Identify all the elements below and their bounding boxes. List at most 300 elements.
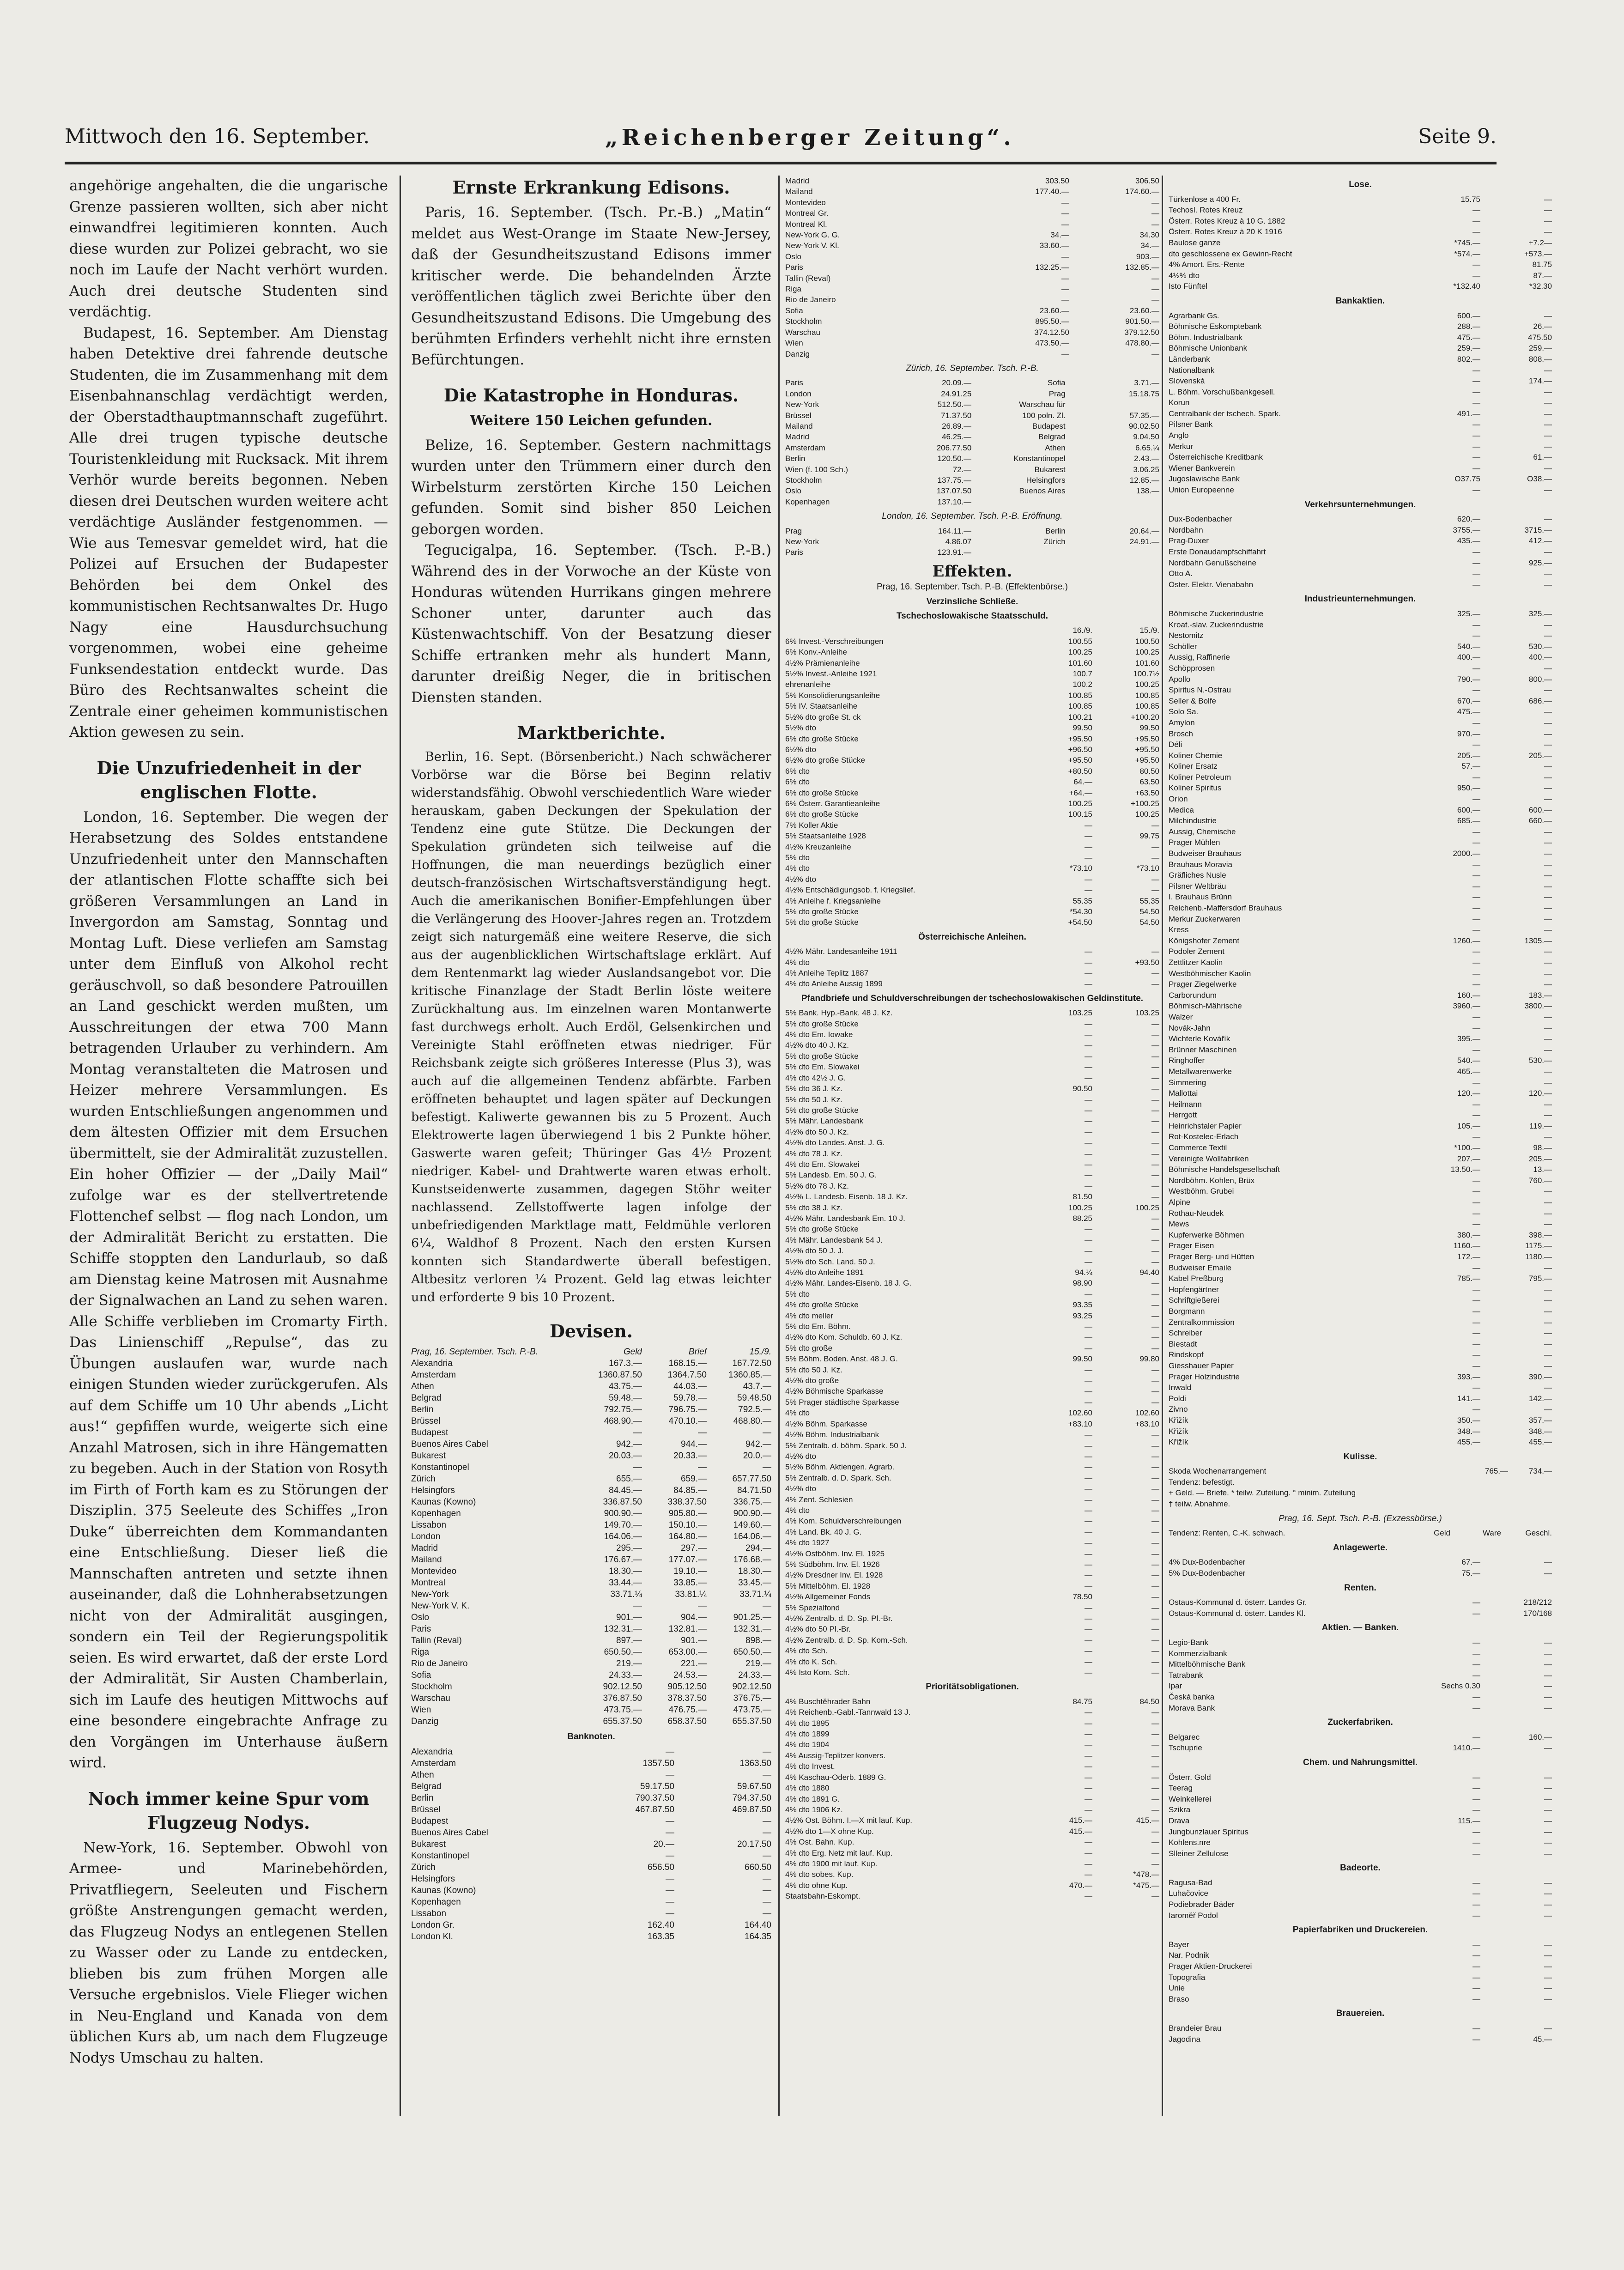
row-label: Novák-Jahn <box>1169 1023 1211 1032</box>
row-value: — <box>1151 1279 1159 1288</box>
row-value: Budapest <box>1032 421 1066 431</box>
row-label: Westböhm. Grubei <box>1169 1187 1234 1196</box>
row-value: — <box>1085 1441 1092 1450</box>
row-label: Nestomitz <box>1169 631 1204 640</box>
table-row <box>1169 365 1552 376</box>
row-value: 455.— <box>1457 1438 1480 1447</box>
row-value: — <box>1151 1300 1159 1310</box>
table-row <box>1169 1001 1552 1012</box>
row-value: — <box>1544 1940 1552 1949</box>
table-row <box>1169 1360 1552 1372</box>
table-row <box>1169 1262 1552 1274</box>
row-label: Budweiser Emaile <box>1169 1263 1232 1272</box>
table-row <box>785 679 1159 690</box>
table-row <box>1169 794 1552 805</box>
row-label: 4½% Kreuzanleihe <box>785 842 851 851</box>
row-value: 905.12.50 <box>667 1682 707 1692</box>
row-value: — <box>1085 1805 1092 1814</box>
table-row <box>411 1919 771 1931</box>
row-label: 6% Österr. Garantieanleihe <box>785 799 880 808</box>
table-caption: Zürich, 16. September. Tsch. P.-B. <box>906 363 1039 373</box>
row-value: 3960.— <box>1453 1001 1480 1011</box>
row-value: — <box>1151 820 1159 830</box>
row-value: 84.50 <box>1139 1697 1159 1706</box>
table-row <box>785 1451 1159 1462</box>
row-value: — <box>763 1747 771 1757</box>
row-value: — <box>1151 1751 1159 1760</box>
row-value: 183.— <box>1528 990 1552 1000</box>
row-value: 137.10.— <box>937 497 972 506</box>
row-value: 72.— <box>952 465 972 474</box>
row-value: — <box>1473 1638 1480 1647</box>
row-value: 9.04.50 <box>1133 432 1159 442</box>
row-value: 207.— <box>1457 1154 1480 1163</box>
row-label: Kaunas (Kowno) <box>411 1497 476 1507</box>
table-row <box>1169 1732 1552 1743</box>
table-row <box>1169 1175 1552 1186</box>
row-value: — <box>763 1816 771 1826</box>
row-label: Montreal <box>411 1578 445 1588</box>
row-label: Česká banka <box>1169 1692 1215 1701</box>
row-value: — <box>1544 827 1552 836</box>
row-label: Belgarec <box>1169 1732 1200 1742</box>
row-label: Böhmische Eskomptebank <box>1169 322 1262 331</box>
table-row <box>785 1794 1159 1804</box>
row-value: +573.— <box>1524 249 1552 258</box>
table-row <box>1169 859 1552 870</box>
row-value: 160.— <box>1528 1732 1552 1742</box>
row-value <box>1464 1487 1508 1499</box>
row-label: Metallwarenwerke <box>1169 1067 1232 1076</box>
row-value: — <box>1473 271 1480 280</box>
table-row <box>1169 608 1552 619</box>
row-label: Mews <box>1169 1220 1189 1229</box>
row-value: Bukarest <box>1034 465 1066 474</box>
table-row <box>785 1837 1159 1847</box>
table-row <box>785 946 1159 957</box>
row-label: Stockholm <box>411 1682 452 1692</box>
row-value: — <box>1085 1073 1092 1082</box>
table-row <box>785 968 1159 978</box>
row-label: Giesshauer Papier <box>1169 1361 1234 1370</box>
row-value: — <box>1473 958 1480 967</box>
row-value: — <box>1544 1703 1552 1712</box>
row-value: — <box>1544 914 1552 923</box>
row-value: — <box>1085 1668 1092 1677</box>
table-row <box>411 1908 771 1919</box>
table-row <box>1169 216 1552 227</box>
row-value: +100.20 <box>1131 712 1159 722</box>
row-value: O37.75 <box>1454 474 1480 484</box>
table-row <box>785 1537 1159 1548</box>
table-row <box>411 1658 771 1669</box>
row-value: — <box>1085 1635 1092 1645</box>
table-row <box>1169 1088 1552 1099</box>
row-label: 5% Staatsanleihe 1928 <box>785 832 866 841</box>
row-label: 4½% Mähr. Landesanleihe 1911 <box>785 947 897 956</box>
row-label: 6% dto große Stücke <box>785 810 859 819</box>
table-row <box>1169 2023 1552 2034</box>
table-section-title: Aktien. — Banken. <box>1321 1623 1399 1633</box>
table-row <box>1169 558 1552 569</box>
table-row <box>785 443 1159 453</box>
row-value: 176.68.— <box>733 1555 771 1565</box>
row-value: 1260.— <box>1453 936 1480 945</box>
row-value: 600.— <box>1457 805 1480 814</box>
row-value: — <box>1544 420 1552 429</box>
row-label: 4½% dto 50 J. J. <box>785 1246 844 1256</box>
row-value: 120.50.— <box>937 454 972 463</box>
row-value: — <box>1151 1441 1159 1450</box>
row-label: Kopenhagen <box>411 1897 461 1907</box>
table-row <box>785 1051 1159 1062</box>
row-value: 57.35.— <box>1129 411 1159 420</box>
row-value: — <box>1473 1911 1480 1920</box>
stock-table <box>1169 310 1552 496</box>
row-value: 99.80 <box>1139 1354 1159 1364</box>
row-value: *73.10 <box>1069 864 1092 873</box>
row-value: — <box>1473 1984 1480 1993</box>
row-value: 348.— <box>1528 1426 1552 1436</box>
row-label: Helsingfors <box>411 1486 455 1495</box>
row-value: 98.— <box>1533 1143 1552 1153</box>
row-label: Drava <box>1169 1816 1190 1825</box>
row-value: — <box>1544 620 1552 629</box>
row-value: — <box>1085 1138 1092 1147</box>
row-label: 4½% Zentralb. d. D. Sp. Pl.-Br. <box>785 1614 893 1623</box>
row-value: — <box>1544 1045 1552 1054</box>
row-value: — <box>1473 547 1480 556</box>
row-label: 5% IV. Staatsanleihe <box>785 702 858 711</box>
table-row <box>1169 270 1552 281</box>
row-value: 20.— <box>653 1839 674 1849</box>
table-row <box>1169 1317 1552 1328</box>
row-label: Paris <box>411 1624 431 1634</box>
row-value: — <box>763 1428 771 1438</box>
row-value: — <box>1473 740 1480 749</box>
row-label: Madrid <box>411 1543 438 1553</box>
table-row <box>1169 387 1552 398</box>
row-label: Königshofer Zement <box>1169 936 1240 945</box>
row-value: Berlin <box>1045 526 1066 535</box>
row-value: 142.— <box>1528 1394 1552 1403</box>
row-value <box>1066 399 1159 410</box>
table-row <box>1169 1597 1552 1608</box>
row-value: — <box>1544 663 1552 673</box>
row-value: — <box>1473 1132 1480 1141</box>
row-value: — <box>1544 486 1552 495</box>
row-label: Dux-Bodenbacher <box>1169 515 1232 524</box>
row-value: +80.50 <box>1068 766 1092 776</box>
row-value: — <box>698 1601 707 1611</box>
row-label: Nar. Podnik <box>1169 1951 1209 1960</box>
row-value: — <box>1085 1397 1092 1407</box>
table-section-title: Papierfabriken und Druckereien. <box>1292 1925 1428 1935</box>
row-label: 4% Aussig-Teplitzer konvers. <box>785 1751 886 1760</box>
row-value: 34.30 <box>1139 231 1159 240</box>
row-label: 4% dto sobes. Kup. <box>785 1870 854 1879</box>
row-value: — <box>1085 1538 1092 1548</box>
row-label: 5% Prager städtische Sparkasse <box>785 1397 899 1407</box>
row-value: — <box>1151 1181 1159 1190</box>
row-value: — <box>1151 1365 1159 1374</box>
row-label: Buenos Aires Cabel <box>411 1828 488 1838</box>
row-value: — <box>1151 886 1159 895</box>
row-value: — <box>1151 1127 1159 1136</box>
table-row <box>411 1781 771 1792</box>
table-row <box>1169 1295 1552 1306</box>
row-label: Ostaus-Kommunal d. österr. Landes Gr. <box>1169 1598 1307 1607</box>
row-value: 105.— <box>1457 1121 1480 1130</box>
row-label: Merkur Zuckerwaren <box>1169 914 1241 923</box>
row-value: — <box>1544 1023 1552 1032</box>
table-section-title: Renten. <box>1344 1583 1376 1593</box>
row-value: — <box>633 1463 642 1472</box>
row-label: Prag-Duxer <box>1169 536 1209 546</box>
row-label: L. Böhm. Vorschußbankgesell. <box>1169 387 1275 396</box>
row-value: 103.25 <box>1068 1008 1092 1018</box>
row-value: — <box>1151 1105 1159 1115</box>
row-label: New-York <box>785 400 819 409</box>
row-value: — <box>1473 827 1480 836</box>
row-value: 94.40 <box>1139 1268 1159 1277</box>
table-row <box>785 1473 1159 1483</box>
table-row <box>785 1880 1159 1891</box>
row-value: 465.— <box>1457 1067 1480 1076</box>
table-row <box>785 690 1159 701</box>
row-value: — <box>1544 1911 1552 1920</box>
row-label: 6% Invest.-Verschreibungen <box>785 637 884 646</box>
row-value: — <box>1544 1339 1552 1348</box>
row-label: 4½% dto <box>785 1484 817 1493</box>
row-value: — <box>1085 874 1092 884</box>
row-value: 1360.85.— <box>728 1370 771 1380</box>
row-value: — <box>1544 311 1552 320</box>
row-label: Heinrichstaler Papier <box>1169 1121 1242 1130</box>
row-label: Orion <box>1169 795 1188 804</box>
row-value: 15.18.75 <box>1128 389 1159 398</box>
table-row <box>785 1516 1159 1526</box>
table-row <box>785 1354 1159 1364</box>
row-value: — <box>1085 1159 1092 1169</box>
table-row <box>1169 968 1552 979</box>
row-value: — <box>1473 892 1480 902</box>
row-value: — <box>1151 1827 1159 1836</box>
row-label: Madrid <box>785 432 809 442</box>
row-label: Luhačovice <box>1169 1889 1209 1898</box>
row-value: 944.— <box>681 1439 707 1449</box>
row-value: 898.— <box>745 1636 771 1645</box>
table-section-title: Verkehrsunternehmungen. <box>1304 499 1416 510</box>
row-value: 150.10.— <box>668 1520 707 1530</box>
table-row <box>411 1850 771 1862</box>
row-value: — <box>1151 1592 1159 1602</box>
row-value: — <box>763 1463 771 1472</box>
table-row <box>785 842 1159 852</box>
row-value: 901.— <box>681 1636 707 1645</box>
row-value: 19.10.— <box>673 1566 707 1576</box>
row-value: — <box>1544 227 1552 237</box>
row-value: — <box>1544 387 1552 396</box>
securities-table <box>785 1429 1159 1678</box>
row-label: 6% dto <box>785 777 810 787</box>
row-value: — <box>1473 1838 1480 1847</box>
table-row <box>785 1365 1159 1375</box>
row-label: 4½% dto 40 J. Kz. <box>785 1041 849 1050</box>
row-value: 33.81.¼ <box>675 1590 707 1599</box>
row-value: — <box>1544 1670 1552 1680</box>
row-value: 1363.50 <box>739 1759 771 1768</box>
row-value: 1180.— <box>1525 1252 1552 1261</box>
table-row <box>411 1589 771 1600</box>
row-value: — <box>1151 1246 1159 1256</box>
row-value: — <box>1473 1827 1480 1836</box>
table-row <box>1169 2034 1552 2045</box>
table-row <box>411 1746 771 1758</box>
row-value: — <box>1544 783 1552 793</box>
row-label: Pilsner Bank <box>1169 420 1213 429</box>
table-row <box>1169 1219 1552 1230</box>
row-value: Zürich <box>1043 537 1066 546</box>
row-label: Centralbank der tschech. Spark. <box>1169 409 1281 418</box>
row-label: 5½% Invest.-Anleihe 1921 <box>785 669 877 679</box>
row-value: 149.70.— <box>604 1520 642 1530</box>
table-row <box>1169 1608 1552 1619</box>
table-row <box>1169 979 1552 990</box>
row-value: — <box>1151 947 1159 956</box>
table-row <box>785 1321 1159 1332</box>
row-value: 905.80.— <box>668 1509 707 1518</box>
row-label: Borgmann <box>1169 1306 1205 1316</box>
row-value: — <box>1151 1376 1159 1385</box>
row-label: 5% Spezialfond <box>785 1603 840 1612</box>
table-row <box>411 1716 771 1727</box>
row-value: 100.25 <box>1135 810 1159 819</box>
row-label: Amsterdam <box>411 1370 456 1380</box>
table-row <box>1169 914 1552 925</box>
row-value: 167.3.— <box>609 1359 642 1368</box>
row-value: — <box>1473 904 1480 912</box>
row-value: — <box>1544 1649 1552 1658</box>
row-value: *54.30 <box>1069 907 1092 916</box>
row-value: 808.— <box>1528 354 1552 364</box>
table-row <box>1169 1186 1552 1197</box>
table-row <box>1169 194 1552 205</box>
table-row <box>1169 1961 1552 1972</box>
row-label: Sofia <box>785 306 803 315</box>
row-label: 4½% Zentralb. d. D. Sp. Kom.-Sch. <box>785 1635 908 1645</box>
row-label: 7% Koller Aktie <box>785 820 838 830</box>
table-row <box>411 1758 771 1769</box>
row-label: Kaunas (Kowno) <box>411 1886 476 1895</box>
row-value: — <box>1473 620 1480 629</box>
row-value: — <box>1473 1339 1480 1348</box>
table-row <box>1169 525 1552 536</box>
table-row <box>1169 1044 1552 1056</box>
row-value: — <box>1473 860 1480 869</box>
row-label: Simmering <box>1169 1078 1206 1087</box>
row-value <box>1464 1477 1508 1488</box>
table-section-title: Brauereien. <box>1336 2009 1385 2019</box>
row-label: Zürich <box>411 1474 436 1484</box>
row-label: Österreichische Kreditbank <box>1169 453 1263 462</box>
row-value: 785.— <box>1457 1274 1480 1283</box>
row-value: — <box>1544 947 1552 956</box>
row-value: — <box>1151 1322 1159 1331</box>
table-row <box>1169 1910 1552 1921</box>
table-row <box>1169 924 1552 935</box>
row-value: 80.50 <box>1139 766 1159 776</box>
table-row <box>411 1839 771 1850</box>
table-row <box>1169 205 1552 216</box>
header-rule <box>65 162 1497 164</box>
row-label: 5% dto große <box>785 1343 833 1353</box>
table-row <box>785 1581 1159 1591</box>
table-row <box>1169 1349 1552 1360</box>
row-value: 164.11.— <box>938 526 972 535</box>
row-label: Carborundum <box>1169 990 1217 1000</box>
row-label: Gräfliches Nusle <box>1169 871 1226 880</box>
row-value: — <box>1151 1625 1159 1634</box>
table-row <box>1169 728 1552 740</box>
row-label: Bayer <box>1169 1940 1189 1949</box>
row-value: 600.— <box>1457 311 1480 320</box>
table-row <box>785 176 1159 186</box>
table-row <box>785 798 1159 809</box>
row-value: — <box>1151 1062 1159 1072</box>
table-row <box>785 1645 1159 1656</box>
row-value: 20.64.— <box>1129 526 1159 535</box>
row-value: 1160.— <box>1453 1241 1480 1250</box>
row-value: +100.25 <box>1131 799 1159 808</box>
table-row <box>411 1531 771 1542</box>
row-value: — <box>1544 1681 1552 1691</box>
row-value: 800.— <box>1528 674 1552 684</box>
row-label: Bukarest <box>411 1451 446 1461</box>
row-value: — <box>763 1909 771 1918</box>
row-label: † teilw. Abnahme. <box>1169 1499 1230 1509</box>
table-row <box>1169 957 1552 968</box>
table-row <box>785 1148 1159 1159</box>
row-value: — <box>1151 1397 1159 1407</box>
row-label: Aussig, Chemische <box>1169 827 1236 836</box>
table-row <box>785 399 1159 410</box>
row-label: New-York <box>785 537 819 546</box>
table-row <box>1169 772 1552 783</box>
table-row <box>1169 1837 1552 1848</box>
row-label: 4% dto meller <box>785 1311 833 1320</box>
table-row <box>1169 568 1552 579</box>
table-row <box>411 1804 771 1815</box>
row-label: Teerag <box>1169 1784 1193 1793</box>
table-row <box>1169 663 1552 674</box>
row-label: Poldi <box>1169 1394 1186 1403</box>
row-label: Berlin <box>785 454 806 463</box>
row-value: — <box>1544 1784 1552 1793</box>
row-value: 100.7½ <box>1133 669 1159 679</box>
row-value: 295.— <box>616 1543 642 1553</box>
row-label: Kupferwerke Böhmen <box>1169 1230 1244 1239</box>
row-value: — <box>666 1816 674 1826</box>
row-value: 15.75 <box>1460 194 1480 204</box>
row-value: 903.— <box>1136 252 1159 261</box>
table-row <box>1169 1131 1552 1142</box>
row-value: 895.50.— <box>1035 317 1069 326</box>
row-value: 63.50 <box>1139 777 1159 787</box>
row-value: — <box>666 1874 674 1884</box>
row-label: Mittelböhmische Bank <box>1169 1660 1246 1669</box>
table-row <box>785 497 1159 507</box>
